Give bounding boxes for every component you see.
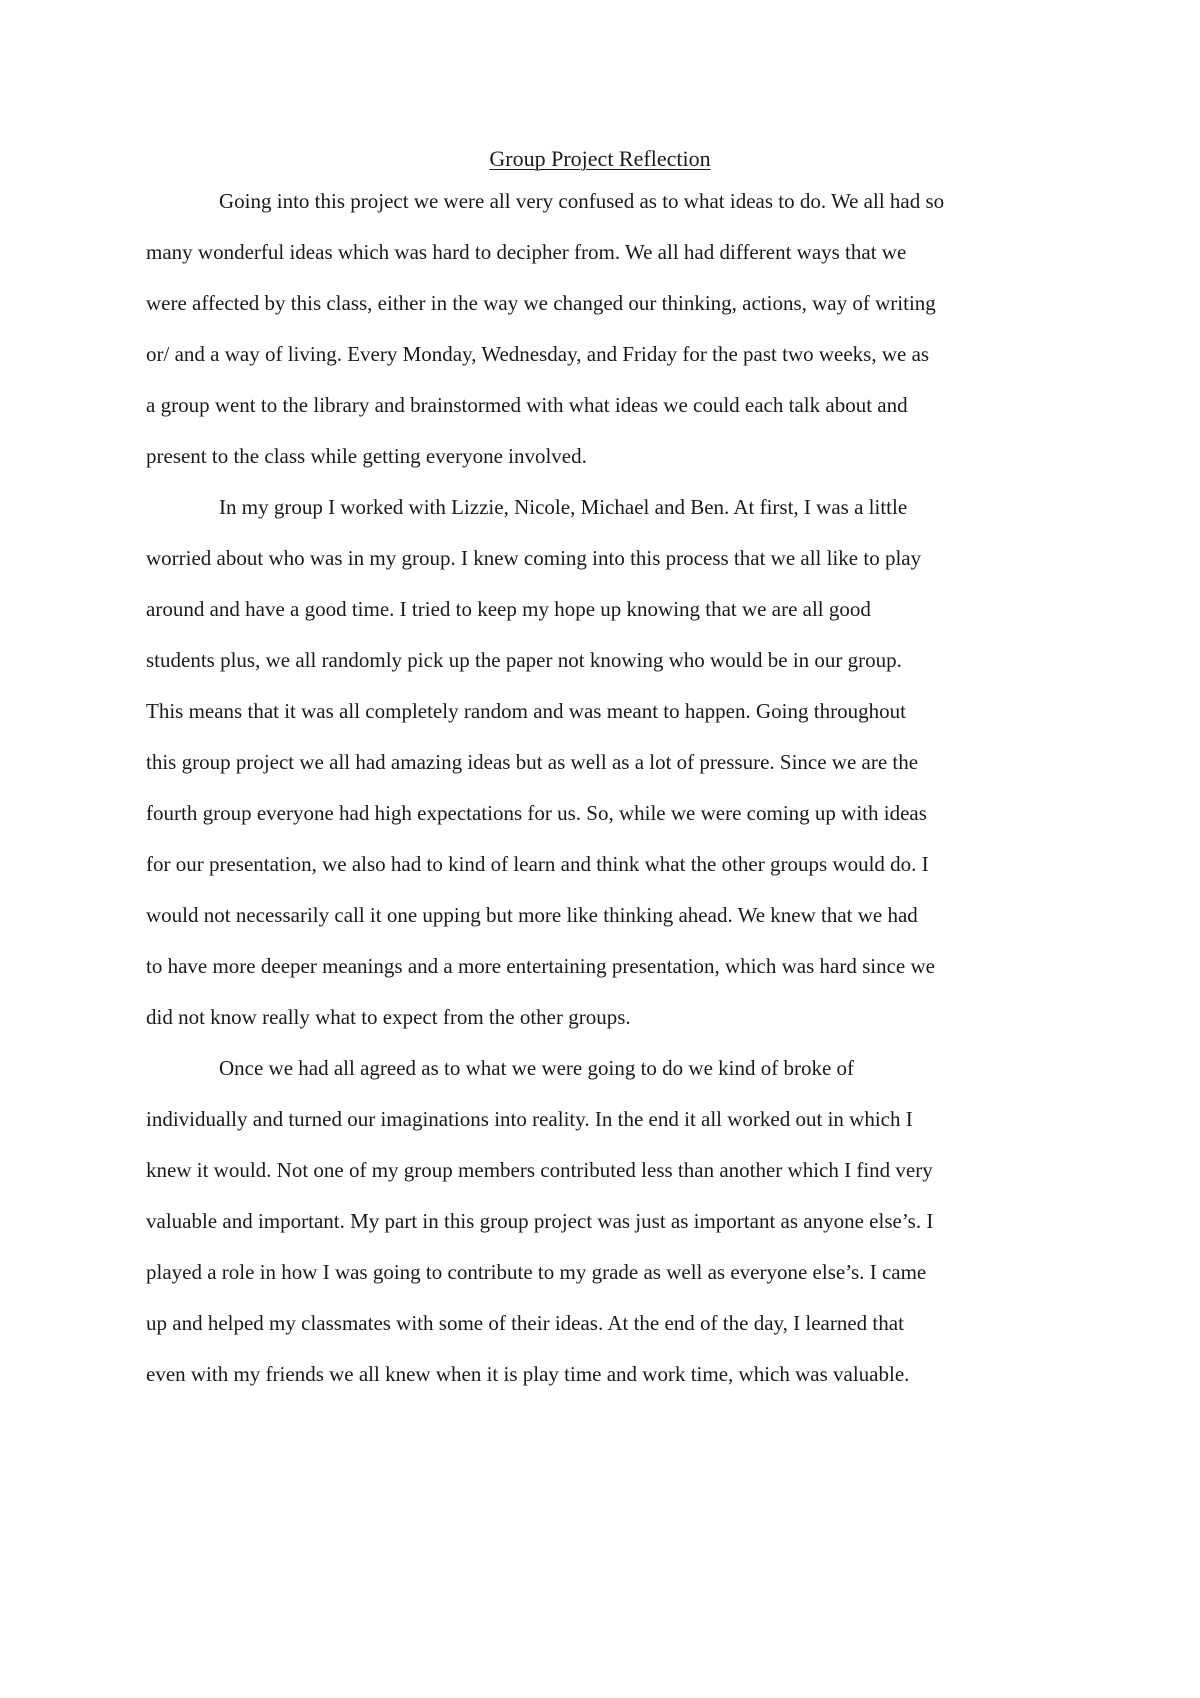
paragraph-2-line: for our presentation, we also had to kind of learn and think what the other groups would do. I bbox=[146, 852, 929, 876]
paragraph-3-line: up and helped my classmates with some of their ideas. At the end of the day, I learned that bbox=[146, 1311, 904, 1335]
paragraph-3-line: individually and turned our imaginations into reality. In the end it all worked out in which I bbox=[146, 1107, 913, 1131]
paragraph-1-line: or/ and a way of living. Every Monday, Wednesday, and Friday for the past two weeks, we as bbox=[146, 342, 930, 366]
paragraph-3-line: knew it would. Not one of my group members contributed less than another which I find very bbox=[146, 1158, 933, 1182]
paragraph-2-line: students plus, we all randomly pick up the paper not knowing who would be in our group. bbox=[146, 648, 902, 672]
paragraph-2-line: fourth group everyone had high expectations for us. So, while we were coming up with ideas bbox=[146, 801, 927, 825]
paragraph-1-line: Going into this project we were all very confused as to what ideas to do. We all had so bbox=[219, 189, 945, 213]
paragraph-2-line: would not necessarily call it one upping but more like thinking ahead. We knew that we had bbox=[146, 903, 918, 927]
paragraph-3-line: valuable and important. My part in this group project was just as important as anyone else’s. I bbox=[146, 1209, 934, 1233]
paragraph-3-line: even with my friends we all knew when it is play time and work time, which was valuable. bbox=[146, 1362, 910, 1386]
document-title: Group Project Reflection bbox=[489, 146, 711, 171]
paragraph-2-line: In my group I worked with Lizzie, Nicole, Michael and Ben. At first, I was a little bbox=[219, 495, 908, 519]
paragraph-2-line: This means that it was all completely random and was meant to happen. Going throughout bbox=[146, 699, 906, 723]
paragraph-3-line: played a role in how I was going to contribute to my grade as well as everyone else’s. I came bbox=[146, 1260, 927, 1284]
paragraph-2-line: around and have a good time. I tried to keep my hope up knowing that we are all good bbox=[146, 597, 871, 621]
paragraph-1-line: present to the class while getting everyone involved. bbox=[146, 444, 587, 468]
paragraph-1-line: a group went to the library and brainstormed with what ideas we could each talk about and bbox=[146, 393, 908, 417]
paragraph-2-line: this group project we all had amazing ideas but as well as a lot of pressure. Since we are the bbox=[146, 750, 919, 774]
paragraph-2-line: worried about who was in my group. I knew coming into this process that we all like to play bbox=[146, 546, 922, 570]
paragraph-1-line: were affected by this class, either in the way we changed our thinking, actions, way of writing bbox=[146, 291, 936, 315]
paragraph-2-line: did not know really what to expect from the other groups. bbox=[146, 1005, 631, 1029]
paragraph-1-line: many wonderful ideas which was hard to decipher from. We all had different ways that we bbox=[146, 240, 907, 264]
paragraph-2-line: to have more deeper meanings and a more entertaining presentation, which was hard since we bbox=[146, 954, 935, 978]
paragraph-3-line: Once we had all agreed as to what we were going to do we kind of broke of bbox=[219, 1056, 855, 1080]
